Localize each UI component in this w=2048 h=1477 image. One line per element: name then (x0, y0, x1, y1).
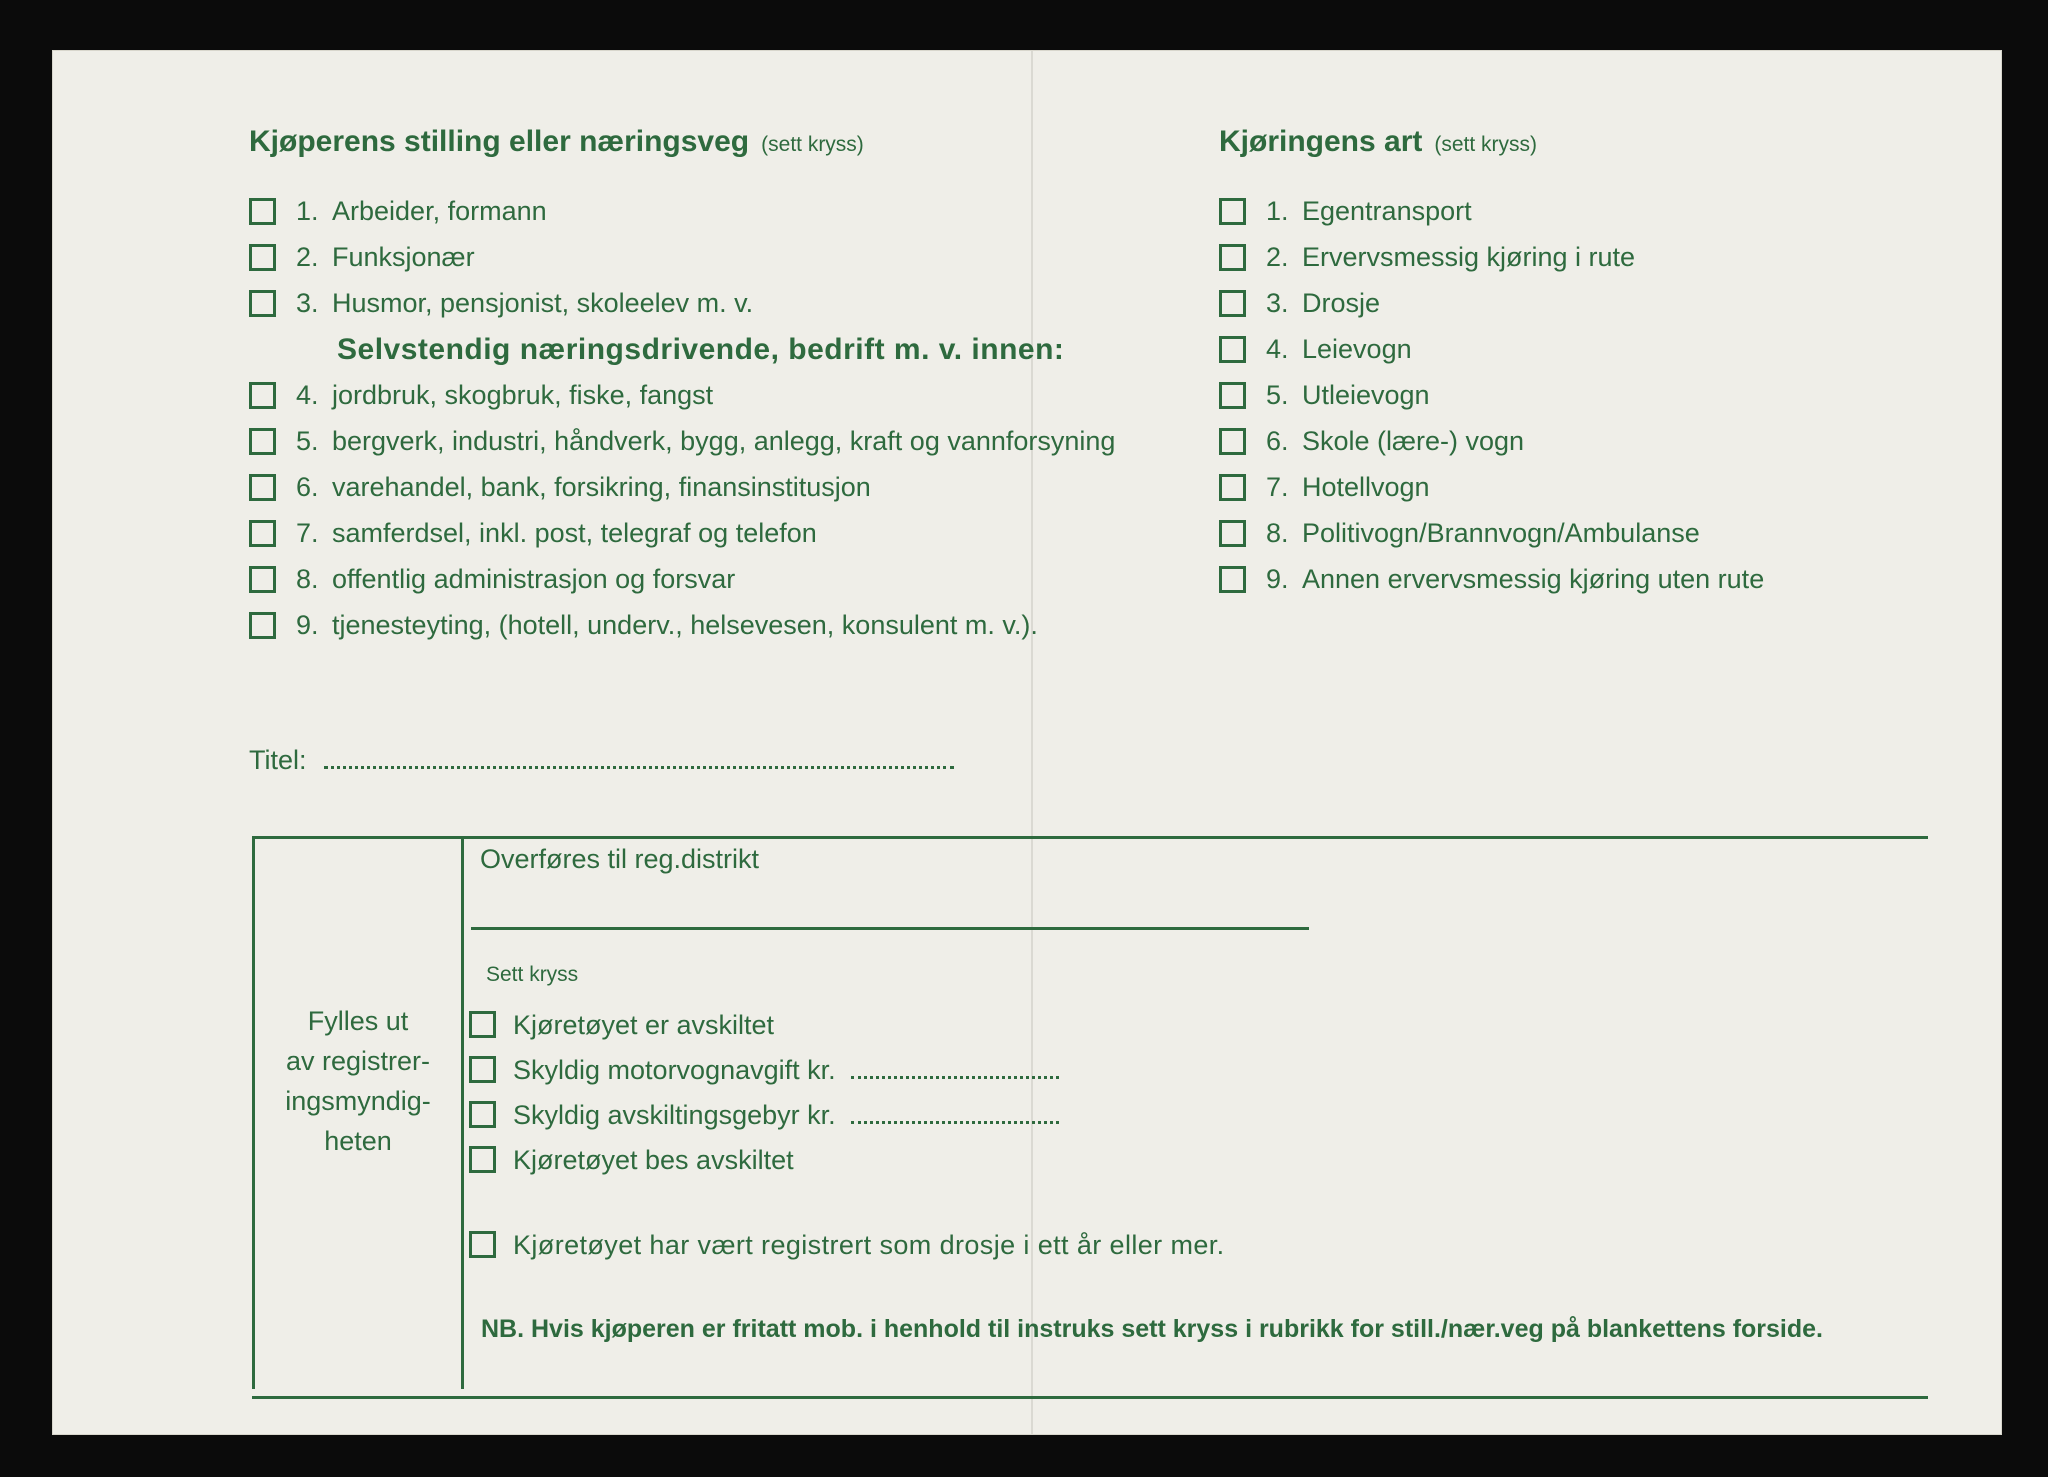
buyer-occupation-heading (249, 125, 864, 159)
business-item-5 (296, 563, 735, 595)
side-label-line-1: Fylles ut (307, 1006, 409, 1036)
driving-item-label: Skole (lære-) vogn (1302, 426, 1525, 456)
driving-type-title: Kjøringens art (1219, 125, 1423, 158)
form-card (52, 50, 2002, 1435)
check-avskiltet-label: Kjøretøyet er avskiltet (513, 1010, 775, 1040)
side-label-line-3: ingsmyndig- (285, 1086, 431, 1116)
driving-item-number: 5. (1266, 380, 1289, 410)
occupation-checkbox-3[interactable] (249, 290, 276, 317)
business-item-number: 7. (296, 518, 319, 548)
checkbox-avskiltingsgebyr[interactable] (469, 1101, 496, 1128)
business-item-label: samferdsel, inkl. post, telegraf og telefon (332, 518, 817, 548)
business-item-4 (296, 517, 817, 549)
occupation-checkbox-1[interactable] (249, 198, 276, 225)
box-top-border (252, 836, 1928, 839)
business-checkbox-3[interactable] (249, 474, 276, 501)
driving-item-7 (1266, 471, 1430, 503)
nb-note: NB. Hvis kjøperen er fritatt mob. i henhold til instruks sett kryss i rubrikk for still./nær.veg på blankettens forside. (481, 1315, 1823, 1343)
business-item-label: varehandel, bank, forsikring, finansinstitusjon (332, 472, 871, 502)
driving-item-9 (1266, 563, 1764, 595)
business-item-number: 5. (296, 426, 319, 456)
business-item-label: offentlig administrasjon og forsvar (332, 564, 736, 594)
check-avskiltingsgebyr-label: Skyldig avskiltingsgebyr kr. (513, 1100, 836, 1130)
business-item-number: 9. (296, 610, 319, 640)
driving-item-label: Ervervsmessig kjøring i rute (1302, 242, 1636, 272)
driving-item-label: Drosje (1302, 288, 1381, 318)
driving-checkbox-5[interactable] (1219, 382, 1246, 409)
driving-item-number: 1. (1266, 196, 1289, 226)
occupation-item-1 (296, 195, 547, 227)
driving-item-number: 8. (1266, 518, 1289, 548)
driving-item-number: 9. (1266, 564, 1289, 594)
driving-checkbox-8[interactable] (1219, 520, 1246, 547)
driving-item-4 (1266, 333, 1412, 365)
occupation-item-number: 1. (296, 196, 319, 226)
occupation-item-label: Husmor, pensjonist, skoleelev m. v. (332, 288, 754, 318)
driving-item-number: 2. (1266, 242, 1289, 272)
occupation-checkbox-2[interactable] (249, 244, 276, 271)
motorvognavgift-row (513, 1054, 1059, 1086)
sett-kryss-label: Sett kryss (486, 963, 579, 986)
self-employed-subheading: Selvstendig næringsdrivende, bedrift m. v. innen: (337, 333, 1065, 366)
occupation-item-3 (296, 287, 753, 319)
driving-item-8 (1266, 517, 1700, 549)
business-checkbox-6[interactable] (249, 612, 276, 639)
driving-type-note: (sett kryss) (1434, 133, 1538, 156)
checkbox-drosje[interactable] (469, 1231, 496, 1258)
box-bottom-border (252, 1396, 1928, 1399)
buyer-occupation-note: (sett kryss) (761, 133, 864, 156)
driving-item-2 (1266, 241, 1635, 273)
driving-checkbox-4[interactable] (1219, 336, 1246, 363)
driving-item-label: Annen ervervsmessig kjøring uten rute (1302, 564, 1765, 594)
driving-checkbox-7[interactable] (1219, 474, 1246, 501)
driving-checkbox-3[interactable] (1219, 290, 1246, 317)
driving-checkbox-2[interactable] (1219, 244, 1246, 271)
business-checkbox-4[interactable] (249, 520, 276, 547)
driving-checkbox-9[interactable] (1219, 566, 1246, 593)
titel-label: Titel: (249, 745, 307, 775)
driving-item-1 (1266, 195, 1472, 227)
business-item-label: jordbruk, skogbruk, fiske, fangst (332, 380, 714, 410)
driving-item-6 (1266, 425, 1524, 457)
business-item-number: 4. (296, 380, 319, 410)
occupation-item-2 (296, 241, 475, 273)
business-item-6 (296, 609, 1038, 641)
checkbox-motorvognavgift[interactable] (469, 1056, 496, 1083)
driving-type-heading (1219, 125, 1537, 159)
driving-item-label: Egentransport (1302, 196, 1472, 226)
driving-item-label: Politivogn/Brannvogn/Ambulanse (1302, 518, 1700, 548)
driving-item-label: Utleievogn (1302, 380, 1430, 410)
side-label-line-4: heten (324, 1126, 392, 1156)
side-label-line-2: av registrer- (285, 1046, 431, 1076)
titel-row (249, 744, 954, 776)
avskiltingsgebyr-row (513, 1099, 1059, 1131)
occupation-item-label: Arbeider, formann (332, 196, 547, 226)
driving-item-number: 6. (1266, 426, 1289, 456)
business-checkbox-1[interactable] (249, 382, 276, 409)
driving-item-3 (1266, 287, 1380, 319)
check-motorvognavgift-label: Skyldig motorvognavgift kr. (513, 1055, 836, 1085)
transfer-label: Overføres til reg.distrikt (480, 844, 760, 874)
business-item-2 (296, 425, 1115, 457)
business-item-1 (296, 379, 713, 411)
driving-item-label: Leievogn (1302, 334, 1412, 364)
registry-side-label (255, 1001, 461, 1161)
driving-checkbox-1[interactable] (1219, 198, 1246, 225)
business-item-number: 8. (296, 564, 319, 594)
occupation-item-number: 3. (296, 288, 319, 318)
driving-checkbox-6[interactable] (1219, 428, 1246, 455)
avskiltingsgebyr-amount-line[interactable] (851, 1121, 1059, 1124)
driving-item-number: 3. (1266, 288, 1289, 318)
driving-item-number: 4. (1266, 334, 1289, 364)
fold-crease (1031, 51, 1033, 1434)
occupation-item-number: 2. (296, 242, 319, 272)
titel-input-line[interactable] (324, 766, 954, 769)
occupation-item-label: Funksjonær (332, 242, 475, 272)
business-item-label: bergverk, industri, håndverk, bygg, anlegg, kraft og vannforsyning (332, 426, 1116, 456)
business-item-label: tjenesteyting, (hotell, underv., helsevesen, konsulent m. v.). (332, 610, 1038, 640)
box-divider (461, 836, 464, 1389)
motorvognavgift-amount-line[interactable] (851, 1076, 1059, 1079)
buyer-occupation-title: Kjøperens stilling eller næringsveg (249, 125, 750, 158)
driving-item-number: 7. (1266, 472, 1289, 502)
checkbox-bes-avskiltet[interactable] (469, 1146, 496, 1173)
drosje-check-label: Kjøretøyet har vært registrert som drosje i ett år eller mer. (513, 1230, 1225, 1260)
driving-item-5 (1266, 379, 1430, 411)
business-item-number: 6. (296, 472, 319, 502)
business-checkbox-5[interactable] (249, 566, 276, 593)
business-item-3 (296, 471, 871, 503)
check-bes-avskiltet-label: Kjøretøyet bes avskiltet (513, 1145, 794, 1175)
checkbox-avskiltet[interactable] (469, 1011, 496, 1038)
business-checkbox-2[interactable] (249, 428, 276, 455)
transfer-input-line[interactable] (471, 927, 1309, 930)
driving-item-label: Hotellvogn (1302, 472, 1430, 502)
